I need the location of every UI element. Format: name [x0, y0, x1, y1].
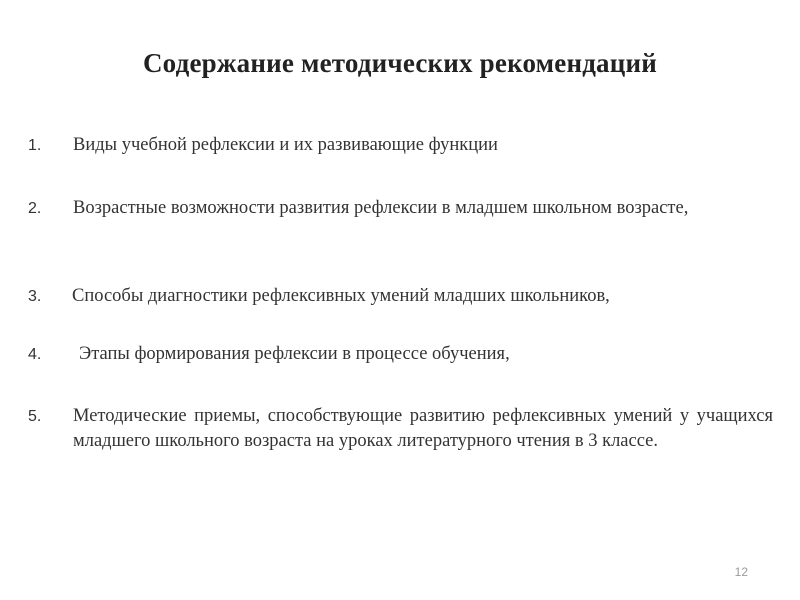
list-item-number: 5.: [28, 408, 42, 425]
page-number: 12: [734, 565, 748, 579]
list-item-text: Методические приемы, способствующие развитию рефлексивных умений у учащихся младшего школьного возраста на уроках литературного чтения в 3 классе.: [73, 406, 773, 451]
list-item-number: 3.: [28, 288, 42, 305]
list-item-number: 4.: [28, 346, 42, 363]
list-item: [28, 284, 773, 309]
list-item-text: Возрастные возможности развития рефлексии в младшем школьном возрасте,: [73, 198, 689, 218]
list-item: [28, 404, 773, 454]
list-item-text: Этапы формирования рефлексии в процессе обучения,: [79, 344, 510, 364]
list-item: [28, 196, 773, 221]
list-item-text: Способы диагностики рефлексивных умений младших школьников,: [72, 286, 610, 306]
slide-title: Содержание методических рекомендаций: [142, 48, 658, 78]
list-item: [28, 342, 773, 367]
list-item-number: 2.: [28, 200, 42, 217]
list-item: [28, 133, 773, 158]
list-item-text: Виды учебной рефлексии и их развивающие функции: [73, 135, 498, 155]
list-item-number: 1.: [28, 137, 42, 154]
